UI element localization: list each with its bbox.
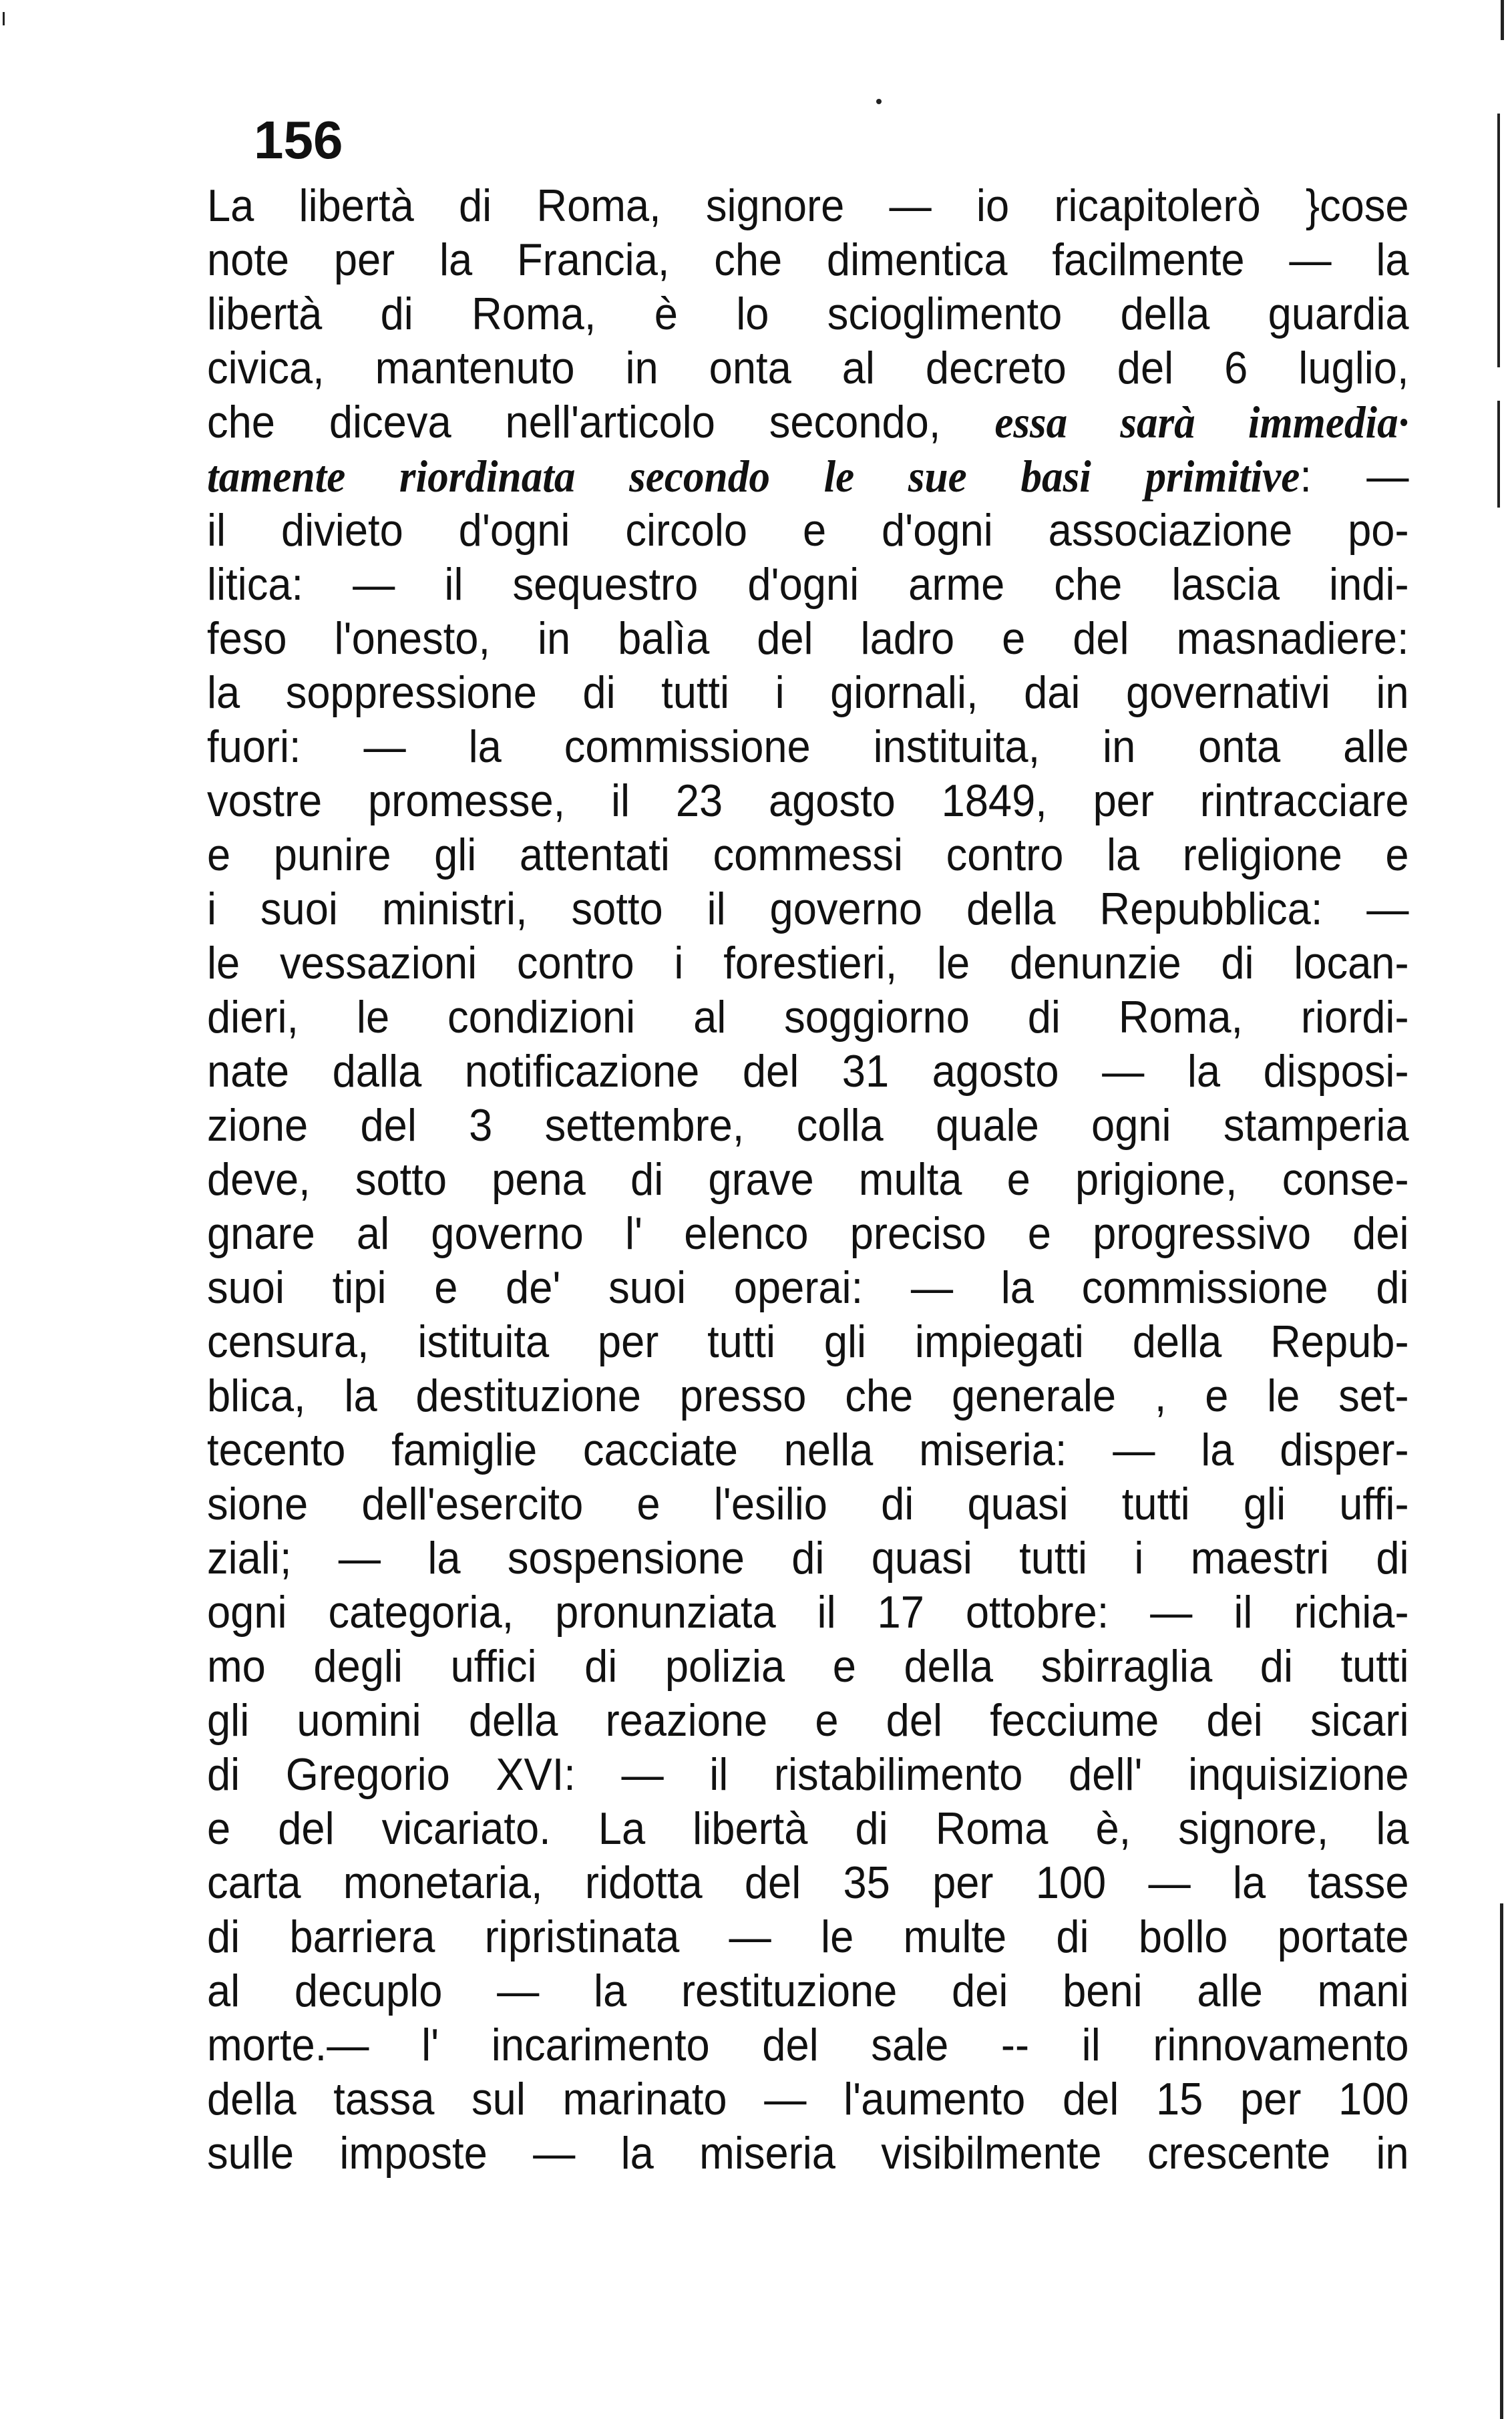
- text-segment: tecento famiglie cacciate nella miseria: — la disper-: [207, 1425, 1409, 1475]
- text-line: [207, 1315, 1409, 1369]
- text-line: [207, 1531, 1409, 1586]
- text-segment: libertà di Roma, è lo scioglimento della guardia: [207, 289, 1409, 339]
- text-segment: i suoi ministri, sotto il governo della Repubblica: —: [207, 884, 1409, 934]
- text-segment: ogni categoria, pronunziata il 17 ottobre: — il richia-: [207, 1587, 1409, 1638]
- scan-edge-line-right-1: [1497, 114, 1500, 367]
- text-line: [207, 1207, 1409, 1261]
- text-line: [207, 179, 1409, 233]
- text-line: [207, 395, 1409, 449]
- text-segment: al decuplo — la restituzione dei beni alle mani: [207, 1966, 1409, 2016]
- text-line: [207, 990, 1409, 1045]
- text-segment: nate dalla notificazione del 31 agosto — la disposi-: [207, 1046, 1409, 1097]
- text-segment: sulle imposte — la miseria visibilmente crescente in: [207, 2128, 1409, 2179]
- page-number: 156: [254, 110, 343, 170]
- text-segment: La libertà di Roma, signore — io ricapitolerò }cose: [207, 180, 1409, 231]
- text-segment: blica, la destituzione presso che generale , e le set-: [207, 1370, 1409, 1421]
- italic-segment: essa sarà immedia·: [994, 397, 1409, 447]
- text-segment: morte.— l' incarimento del sale -- il rinnovamento: [207, 2020, 1409, 2070]
- text-line: [207, 504, 1409, 558]
- text-line: [207, 1802, 1409, 1856]
- text-segment: : —: [1300, 451, 1409, 502]
- text-line: [207, 558, 1409, 612]
- scan-edge-line-right-2: [1497, 401, 1500, 508]
- text-line: [207, 1423, 1409, 1477]
- text-line: [207, 1964, 1409, 2018]
- text-line: [207, 341, 1409, 395]
- text-line: [207, 1856, 1409, 1910]
- text-line: [207, 1694, 1409, 1748]
- text-segment: carta monetaria, ridotta del 35 per 100 — la tasse: [207, 1857, 1409, 1908]
- scan-edge-mark-top-left: [3, 12, 5, 25]
- scan-edge-mark-top-right: [1501, 0, 1504, 40]
- text-line: [207, 936, 1409, 990]
- text-line: [207, 2072, 1409, 2126]
- text-line: [207, 1099, 1409, 1153]
- text-line: [207, 2018, 1409, 2072]
- text-line: [207, 774, 1409, 828]
- text-segment: suoi tipi e de' suoi operai: — la commissione di: [207, 1262, 1409, 1313]
- text-line: [207, 1477, 1409, 1531]
- italic-segment: tamente riordinata secondo le sue basi primitive: [207, 451, 1300, 502]
- text-segment: civica, mantenuto in onta al decreto del 6 luglio,: [207, 343, 1409, 393]
- text-line: [207, 1748, 1409, 1802]
- text-line: [207, 2126, 1409, 2181]
- text-segment: ziali; — la sospensione di quasi tutti i maestri di: [207, 1533, 1409, 1584]
- text-segment: sione dell'esercito e l'esilio di quasi tutti gli uffi-: [207, 1479, 1409, 1529]
- text-line: [207, 287, 1409, 341]
- text-line: [207, 1586, 1409, 1640]
- text-segment: il divieto d'ogni circolo e d'ogni associazione po-: [207, 505, 1409, 556]
- text-line: [207, 720, 1409, 774]
- text-segment: censura, istituita per tutti gli impiegati della Repub-: [207, 1316, 1409, 1367]
- text-segment: della tassa sul marinato — l'aumento del 15 per 100: [207, 2074, 1409, 2124]
- text-segment: e del vicariato. La libertà di Roma è, signore, la: [207, 1803, 1409, 1854]
- text-segment: di Gregorio XVI: — il ristabilimento dell' inquisizione: [207, 1749, 1409, 1800]
- text-segment: litica: — il sequestro d'ogni arme che lascia indi-: [207, 559, 1409, 610]
- text-segment: gli uomini della reazione e del fecciume dei sicari: [207, 1695, 1409, 1746]
- scan-dot-left: [876, 99, 882, 104]
- text-segment: note per la Francia, che dimentica facilmente — la: [207, 234, 1409, 285]
- text-segment: dieri, le condizioni al soggiorno di Roma, riordi-: [207, 992, 1409, 1043]
- body-text: [207, 179, 1409, 2181]
- text-line: [207, 233, 1409, 287]
- text-segment: zione del 3 settembre, colla quale ogni stamperia: [207, 1100, 1409, 1151]
- text-segment: e punire gli attentati commessi contro la religione e: [207, 829, 1409, 880]
- scan-edge-line-right-3: [1500, 1903, 1503, 2419]
- text-segment: la soppressione di tutti i giornali, dai governativi in: [207, 667, 1409, 718]
- text-segment: deve, sotto pena di grave multa e prigione, conse-: [207, 1154, 1409, 1205]
- text-line: [207, 1910, 1409, 1964]
- text-line: [207, 882, 1409, 936]
- text-line: [207, 666, 1409, 720]
- text-line: [207, 612, 1409, 666]
- text-line: [207, 449, 1409, 504]
- text-segment: gnare al governo l' elenco preciso e progressivo dei: [207, 1208, 1409, 1259]
- text-segment: che diceva nell'articolo secondo,: [207, 397, 995, 447]
- text-line: [207, 828, 1409, 882]
- text-line: [207, 1640, 1409, 1694]
- text-segment: mo degli uffici di polizia e della sbirraglia di tutti: [207, 1641, 1409, 1692]
- text-segment: le vessazioni contro i forestieri, le denunzie di locan-: [207, 938, 1409, 988]
- text-line: [207, 1261, 1409, 1315]
- text-line: [207, 1153, 1409, 1207]
- text-line: [207, 1045, 1409, 1099]
- text-segment: feso l'onesto, in balìa del ladro e del masnadiere:: [207, 613, 1409, 664]
- text-segment: fuori: — la commissione instituita, in onta alle: [207, 721, 1409, 772]
- text-segment: di barriera ripristinata — le multe di bollo portate: [207, 1911, 1409, 1962]
- text-line: [207, 1369, 1409, 1423]
- text-segment: vostre promesse, il 23 agosto 1849, per rintracciare: [207, 775, 1409, 826]
